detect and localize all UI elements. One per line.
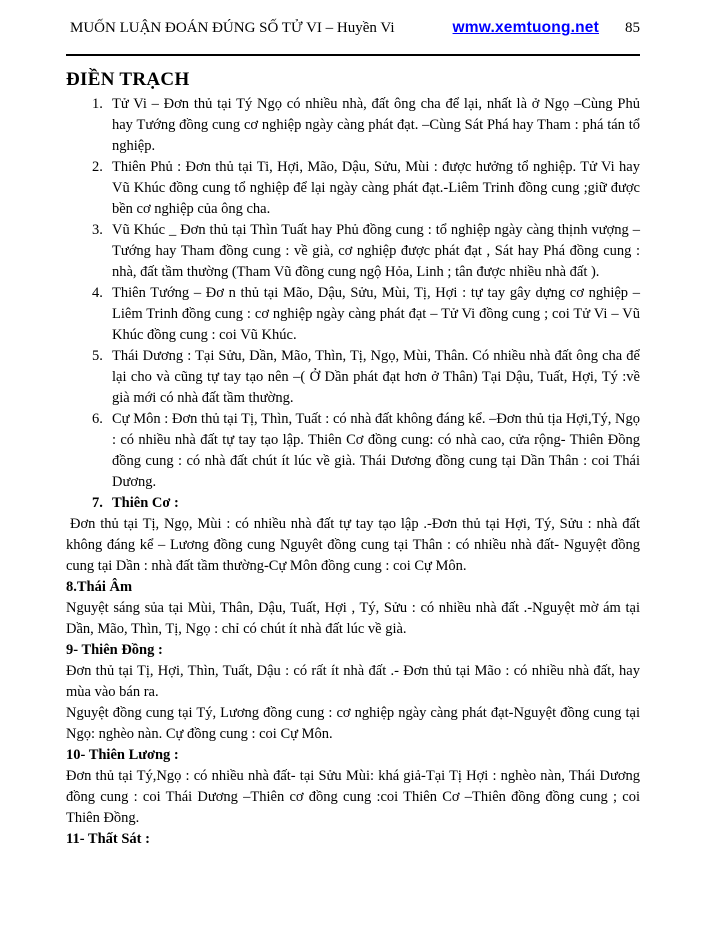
- list-item-number: 7.: [92, 495, 103, 511]
- list-item-text: Thiên Phủ : Đơn thủ tại Ti, Hợi, Mão, Dậu, Sửu, Mùi : được hưởng tổ nghiệp. Tử Vi hay Vũ Khúc đồng cung tổ nghiệp để lại ngày càng phát đạt.-Liêm Trinh đồng cung ;giữ được bền cơ nghiệp của ông cha.: [112, 159, 640, 217]
- document-page: [0, 17, 705, 930]
- list-item-1: [66, 94, 640, 157]
- list-item-4: [66, 283, 640, 346]
- page-number: 85: [625, 20, 640, 36]
- list-item-number: 5.: [92, 348, 103, 364]
- list-item-number: 3.: [92, 222, 103, 238]
- website-link[interactable]: wmw.xemtuong.net: [452, 19, 599, 36]
- list-item-2: [66, 157, 640, 220]
- heading-thien-dong: 9- Thiên Đồng :: [66, 642, 163, 658]
- page-header: [66, 17, 640, 39]
- list-item-number: 1.: [92, 96, 103, 112]
- list-item-number: 4.: [92, 285, 103, 301]
- heading-thien-luong: 10- Thiên Lương :: [66, 747, 179, 763]
- header-divider: [66, 54, 640, 56]
- list-item-text: Cự Môn : Đơn thủ tại Tị, Thìn, Tuất : có nhà đất không đáng kể. –Đơn thủ tịa Hợi,Tý, Ngọ : có nhiều nhà đất tự tay tạo lập. Thiên Cơ đồng cung: có nhà cao, cửa rộng- Thiên Đồng đồng cung : có nhà đất chút ít lúc về già. Thái Dương đồng cung tại Dần Thân : coi Thái Dương.: [112, 411, 640, 490]
- list-item-5: [66, 346, 640, 409]
- list-item-text: Tử Vi – Đơn thủ tại Tý Ngọ có nhiều nhà, đất ông cha để lại, nhất là ở Ngọ –Cùng Phủ hay Tướng đồng cung cơ nghiệp ngày càng phát đạt. –Cùng Sát Phá hay Tham : phá tán tổ nghiệp.: [112, 96, 640, 154]
- paragraph-thien-dong-2: Nguyệt đồng cung tại Tý, Lương đồng cung : cơ nghiệp ngày càng phát đạt-Nguyệt đồng cung tại Ngọ: nghèo nàn. Cự đồng cung : coi Cự Môn.: [66, 705, 640, 742]
- paragraph-thien-co: Đơn thủ tại Tị, Ngọ, Mùi : có nhiều nhà đất tự tay tạo lập .-Đơn thủ tại Hợi, Tý, Sửu : nhà đất không đáng kể – Lương đồng cung Nguyêt đồng cung tại Thân : có nhiều nhà đất- Nguyệt đồng cung tại Dần : nhà đất tầm thường-Cự Môn đồng cung : coi Cự Môn.: [66, 516, 640, 574]
- paragraph-thai-am: Nguyệt sáng sủa tại Mùi, Thân, Dậu, Tuất, Hợi , Tý, Sửu : có nhiều nhà đất .-Nguyệt mờ ám tại Dần, Mão, Thìn, Tị, Ngọ : chỉ có chút ít nhà đất lúc về già.: [66, 600, 640, 637]
- header-right-group: [453, 17, 640, 39]
- header-title: MUỐN LUẬN ĐOÁN ĐÚNG SỐ TỬ VI – Huyền Vi: [70, 20, 395, 36]
- heading-that-sat: 11- Thất Sát :: [66, 831, 150, 847]
- list-item-7-heading: [66, 493, 640, 514]
- section-title: ĐIỀN TRẠCH: [66, 69, 190, 90]
- list-item-number: 2.: [92, 159, 103, 175]
- numbered-list: [66, 94, 640, 514]
- list-item-number: 6.: [92, 411, 103, 427]
- list-item-6: [66, 409, 640, 493]
- paragraph-thien-luong: Đơn thủ tại Tý,Ngọ : có nhiều nhà đất- tại Sửu Mùi: khá giả-Tại Tị Hợi : nghèo nàn, Thái Dương đồng cung : coi Thái Dương –Thiên cơ đồng cung :coi Thiên Cơ –Thiên đồng đồng cung ; coi Thiên Đồng.: [66, 768, 640, 826]
- list-item-text: Thiên Cơ :: [112, 495, 179, 511]
- heading-thai-am: 8.Thái Âm: [66, 579, 133, 595]
- list-item-text: Thiên Tướng – Đơ n thủ tại Mão, Dậu, Sửu, Mùi, Tị, Hợi : tự tay gây dựng cơ nghiệp – Liêm Trinh đồng cung : cơ nghiệp ngày càng phát đạt – Tử Vi đồng cung ; coi Tử Vi – Vũ Khúc đồng cung : coi Vũ Khúc.: [112, 285, 640, 343]
- list-item-text: Thái Dương : Tại Sửu, Dần, Mão, Thìn, Tị, Ngọ, Mùi, Thân. Có nhiều nhà đất ông cha để lại cho và cũng tự tay tạo nên –( Ở Dần phát đạt hơn ở Thân) Tại Dậu, Tuất, Hợi, Tý :về già mới có nhà đất tầm thường.: [112, 348, 640, 406]
- list-item-text: Vũ Khúc _ Đơn thủ tại Thìn Tuất hay Phủ đồng cung : tổ nghiệp ngày càng thịnh vượng – Tướng hay Tham đồng cung : về già, cơ nghiệp được phát đạt , Sát hay Phá đồng cung : nhà, đất tầm thường (Tham Vũ đồng cung ngộ Hỏa, Linh ; tân được nhiều nhà đất ).: [112, 222, 640, 280]
- paragraph-thien-dong-1: Đơn thủ tại Tị, Hợi, Thìn, Tuất, Dậu : có rất ít nhà đất .- Đơn thủ tại Mão : có nhiều nhà đất, hay mùa vào bán ra.: [66, 663, 640, 700]
- list-item-3: [66, 220, 640, 283]
